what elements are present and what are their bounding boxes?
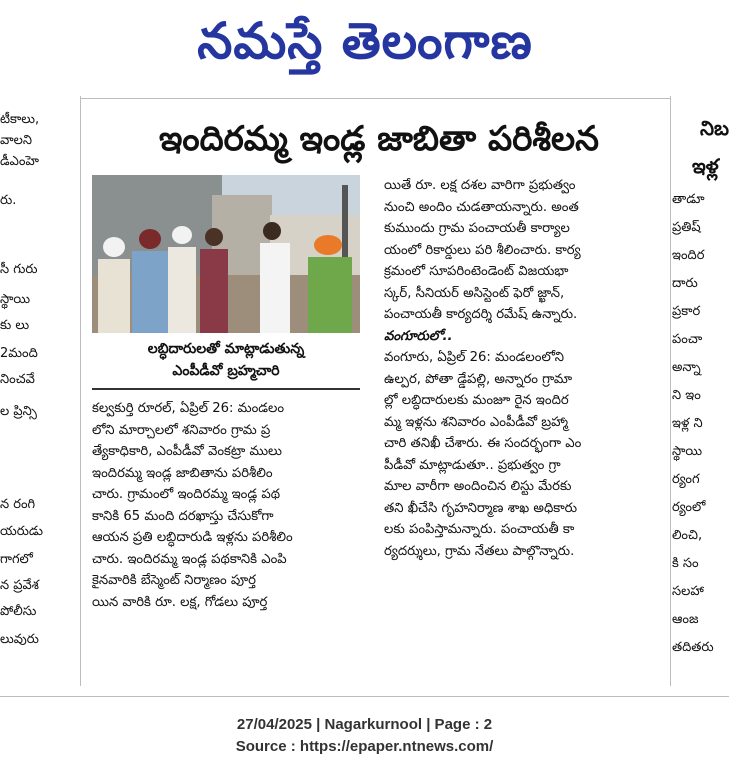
left-adjacent-article xyxy=(0,100,70,685)
body-line: యిన వారికి రూ. లక్ష, గోడలు పూర్త xyxy=(92,594,268,610)
body-line: కైనవారికి బేస్మెంట్ నిర్మాణం పూర్త xyxy=(92,573,256,588)
body-line: క్రమంలో సూపరింటెండెంట్ విజయభా xyxy=(384,264,569,279)
body-line: కుముందు గ్రామ పంచాయతీ కార్యాల xyxy=(384,221,570,236)
right-text-line: దారు xyxy=(672,276,698,291)
body-line: తని ఖీచేసి గృహనిర్మాణ శాఖ అధికారు xyxy=(384,500,578,516)
caption-line-1: లబ్ధిదారులతో మాట్లాడుతున్న xyxy=(147,341,305,357)
body-line: మ్మ ఇళ్లను శనివారం ఎంపీడీవో బ్రహ్మా xyxy=(384,414,569,430)
left-text-line: న రంగి xyxy=(0,497,36,512)
left-text-line: సీ గురు xyxy=(0,262,38,277)
right-headline-fragment: ఇళ్ల xyxy=(692,154,719,178)
left-text-line: వాలని xyxy=(0,133,32,148)
right-text-line: తదితరు xyxy=(672,640,714,655)
body-line: యంలో రికార్డులు పరి శీలించారు. కార్య xyxy=(384,242,581,258)
body-line: ఇందిరమ్మ ఇండ్ల జాబితాను పరిశీలిం xyxy=(92,465,273,481)
right-text-line: ర్యంలో xyxy=(672,500,706,515)
body-line: లకు పంపిస్తామన్నారు. పంచాయతీ కా xyxy=(384,522,575,537)
body-line: పంచాయతీ కార్యదర్శి రమేష్ ఉన్నారు. xyxy=(384,307,578,322)
bottom-rule xyxy=(0,696,729,697)
body-line: ఉల్పర, పోతా డ్డేపల్లి, అన్నారం గ్రామా xyxy=(384,371,573,387)
right-text-line: సలహా xyxy=(672,584,704,599)
body-line: పీడీవో మాట్లాడుతూ.. ప్రభుత్వం గ్రా xyxy=(384,457,561,473)
left-text-line: టీకాలు, xyxy=(0,112,40,127)
body-line: కల్వకుర్తి రూరల్, ఏప్రిల్ 26: మండలం xyxy=(92,401,285,416)
right-text-line: స్థాయి xyxy=(672,444,703,459)
right-adjacent-article xyxy=(670,110,729,670)
body-line: ఆయన ప్రతి లబ్ధిదారుడి ఇళ్లను పరిశీలిం xyxy=(92,530,293,545)
left-text-line: లువురు xyxy=(0,632,39,647)
body-line: కానికి 65 మంది దరఖాస్తు చేసుకోగా xyxy=(92,508,274,524)
section-subhead: వంగూరులో.. xyxy=(384,328,453,344)
body-line: స్కర్, సీనియర్ అసిస్టెంట్ ఫెరో జ్ఖాన్, xyxy=(384,285,565,301)
footer-source: Source : https://epaper.ntnews.com/ xyxy=(235,738,494,755)
right-text-line: ఇళ్ల ని xyxy=(672,416,703,431)
body-line: లోని మార్చాలలో శనివారం గ్రామ ప్ర xyxy=(92,422,271,438)
body-line: నుంచి అందిం చుడతాయన్నారు. అంత xyxy=(384,199,579,215)
left-text-line: రు. xyxy=(0,193,17,208)
right-text-line: ర్యంగ xyxy=(672,472,700,487)
right-text-line: ని ఇం xyxy=(672,388,701,403)
left-text-line: నించవే xyxy=(0,372,35,387)
left-text-line: పోలీసు xyxy=(0,604,37,619)
body-line: చారు. గ్రామంలో ఇందిరమ్మ ఇండ్ల పథ xyxy=(92,487,281,502)
caption-line-2: ఎంపీడీవో బ్రహ్మచారి xyxy=(172,363,280,379)
column-divider-left xyxy=(80,96,81,686)
newspaper-title: నమస్తే తెలంగాణ xyxy=(197,12,533,70)
page-footer xyxy=(0,714,729,758)
right-text-line: అన్నా xyxy=(672,360,701,375)
left-text-line: డీఎంహె xyxy=(0,154,39,169)
right-text-line: తాడూ xyxy=(672,192,705,207)
right-text-line: ప్రకార xyxy=(672,304,701,319)
right-text-line: పంచా xyxy=(672,332,703,347)
left-text-line: గాగలో xyxy=(0,552,33,567)
body-line: చారు. ఇందిరమ్మ ఇండ్ల పథకానికి ఎంపి xyxy=(92,551,287,567)
body-line: ర్యదర్శులు, గ్రామ నేతలు పాల్గొన్నారు. xyxy=(384,543,575,559)
left-text-line: యరుడు xyxy=(0,524,44,539)
left-text-line: ల ప్రిన్సి xyxy=(0,404,37,419)
body-line: త్యేకాధికారి, ఎంపీడీవో వెంకట్రా ములు xyxy=(92,444,282,459)
left-text-line: న ప్రవేశ xyxy=(0,578,39,593)
photo-caption xyxy=(92,338,360,382)
caption-underline xyxy=(92,388,360,390)
masthead xyxy=(0,0,729,88)
top-rule xyxy=(81,98,670,99)
body-line: వంగూరు, ఏప్రిల్ 26: మండలంలోని xyxy=(384,350,564,365)
body-line: ల్లో లబ్ధిదారులకు మంజూ రైన ఇందిర xyxy=(384,393,569,408)
article-headline: ఇందిరమ్మ ఇండ్ల జాబితా పరిశీలన xyxy=(158,119,600,159)
right-text-line: ప్రతిష్ xyxy=(672,220,701,235)
right-text-line: లించి, xyxy=(672,528,703,543)
right-text-line: కి సం xyxy=(672,556,699,571)
left-text-line: కు లు xyxy=(0,318,30,333)
body-line: చారి తనిఖీ చేశారు. ఈ సందర్భంగా ఎం xyxy=(384,436,582,451)
right-headline-fragment: నిబ xyxy=(700,116,729,140)
article-photo xyxy=(92,175,360,333)
footer-date-edition: 27/04/2025 | Nagarkurnool | Page : 2 xyxy=(236,716,493,733)
body-line: యితే రూ. లక్ష దశల వారిగా ప్రభుత్వం xyxy=(384,178,576,193)
article-column-1 xyxy=(92,398,364,678)
right-text-line: ఇందిర xyxy=(672,248,705,263)
left-text-line: 2మంది xyxy=(0,346,38,361)
right-text-line: ఆంజ xyxy=(672,612,699,627)
body-line: మాల వారీగా అందించిన లిస్టు మేరకు xyxy=(384,479,572,494)
article-column-2 xyxy=(384,175,666,675)
left-text-line: స్థాయి xyxy=(0,292,31,307)
